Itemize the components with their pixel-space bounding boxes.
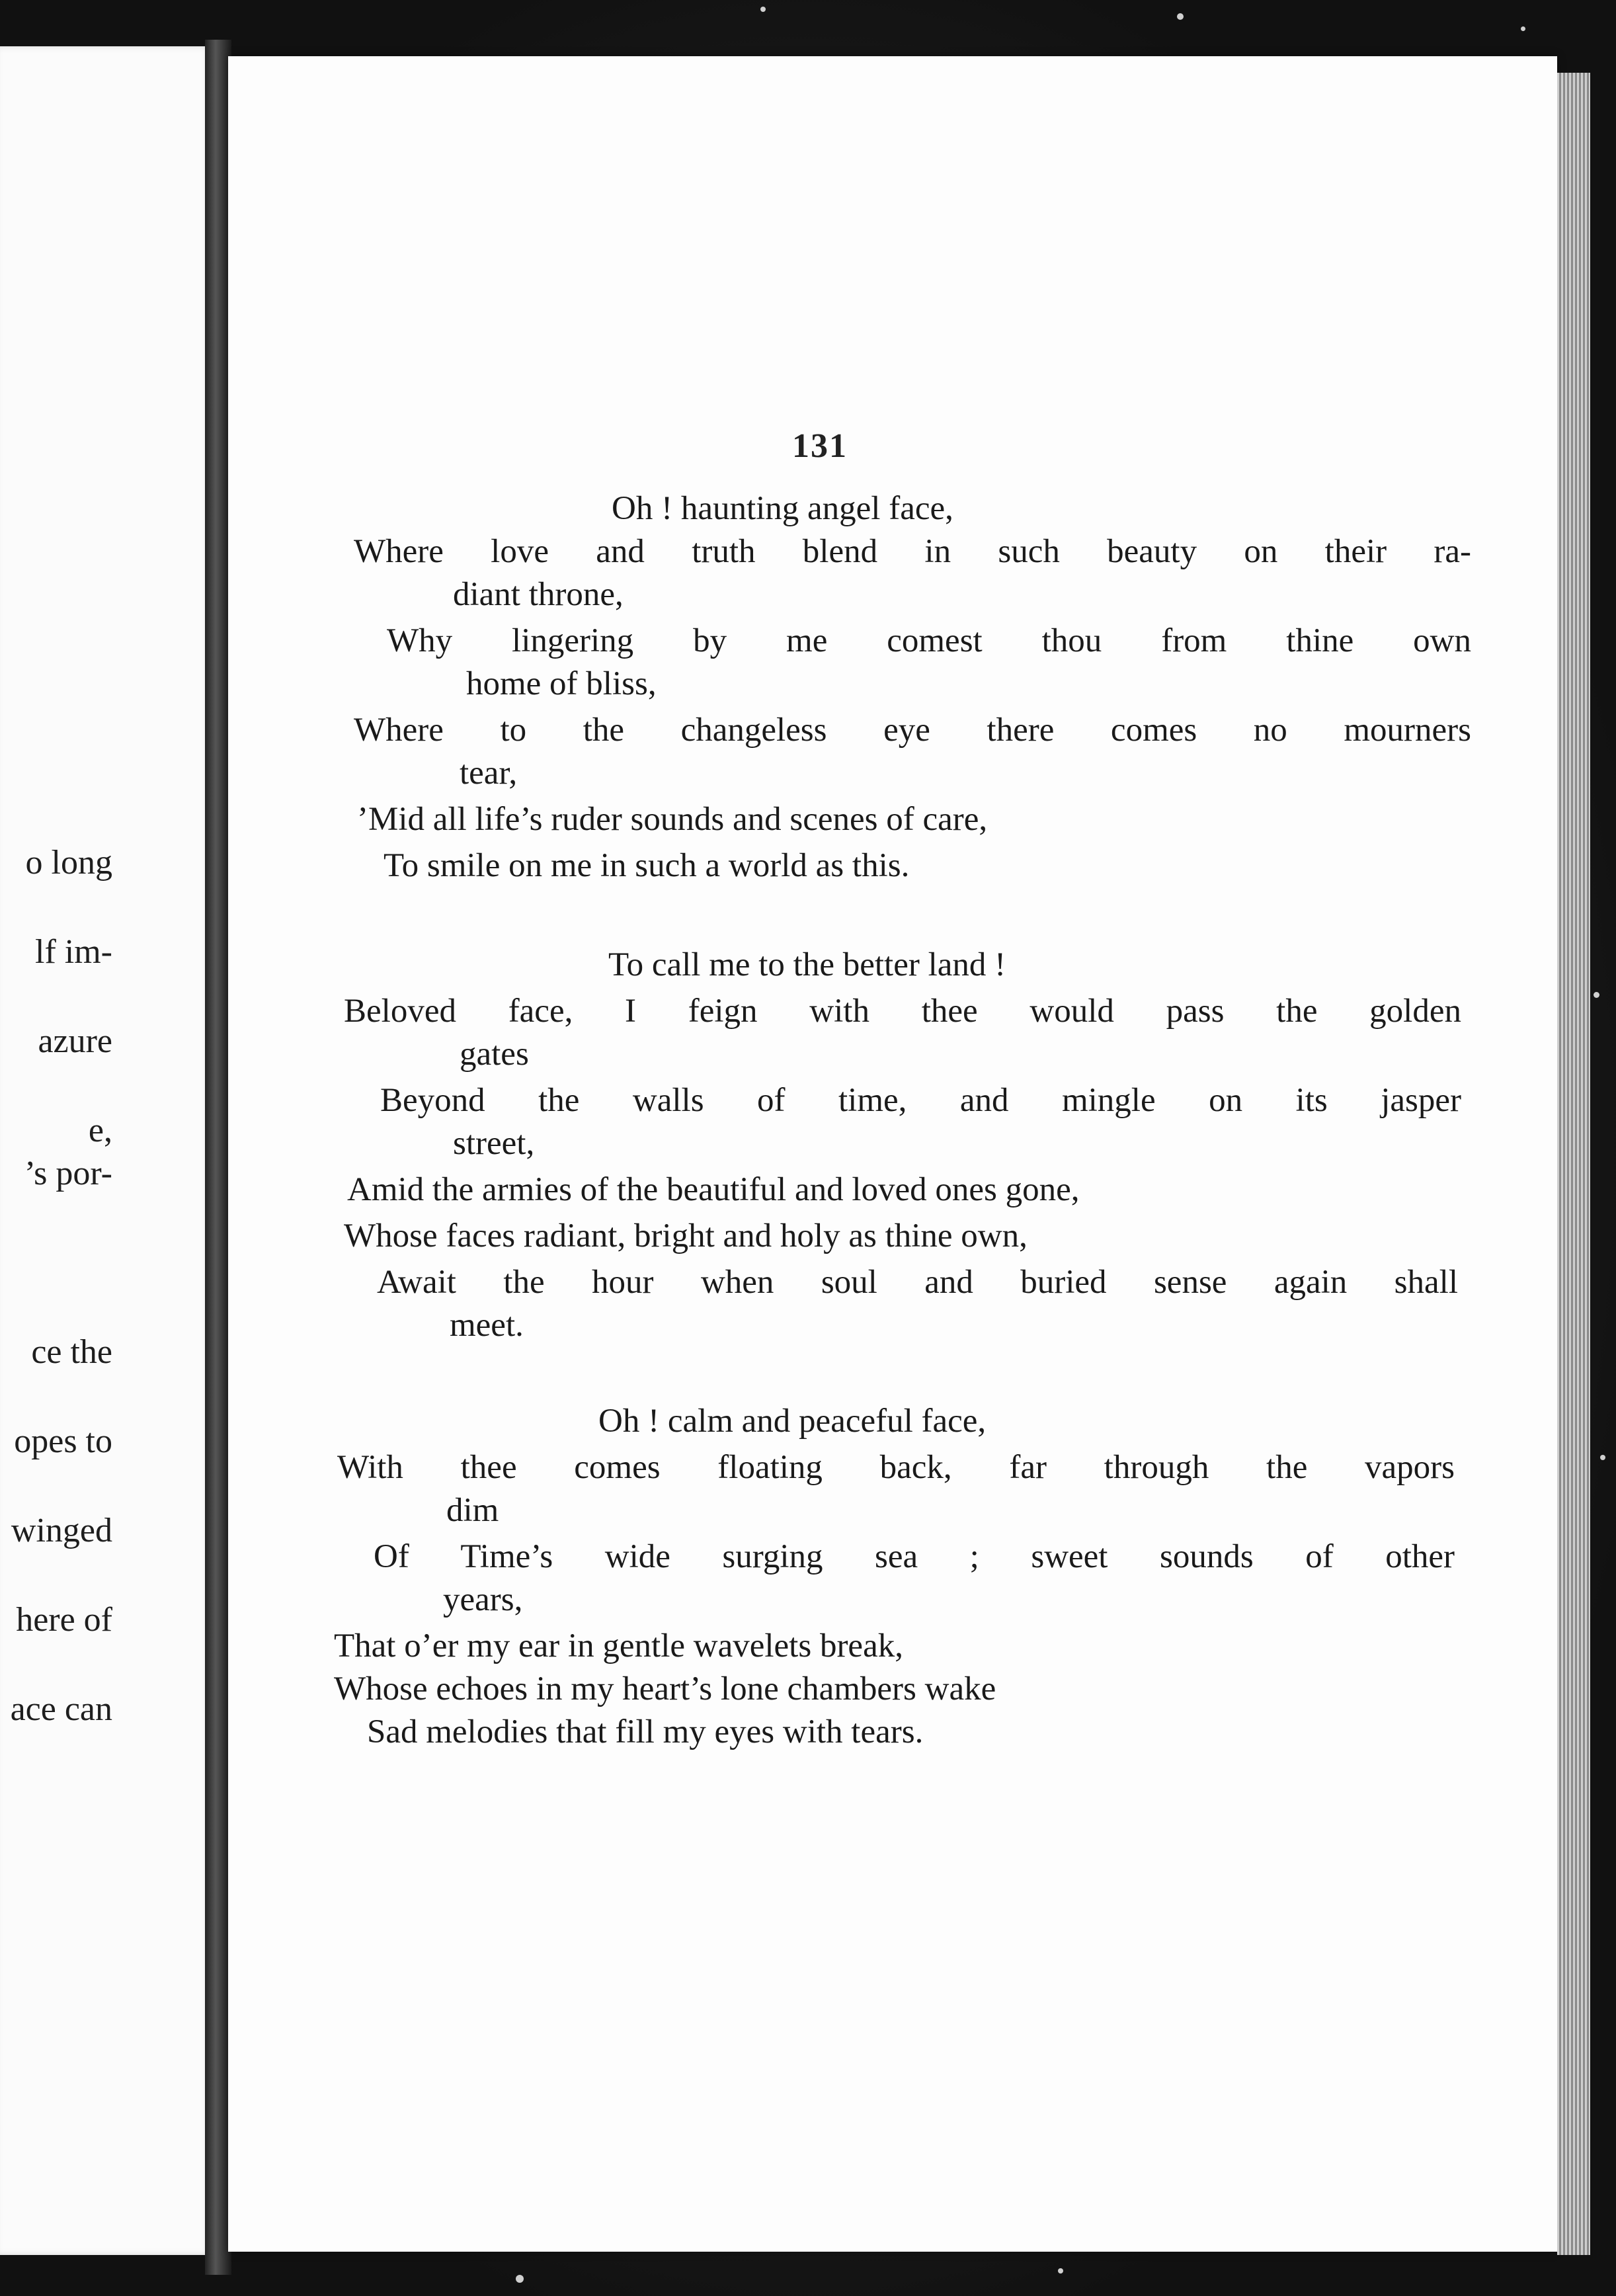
poem-line: home of bliss,	[466, 665, 657, 702]
left-fragment: here of	[16, 1601, 112, 1639]
film-speck	[1058, 2268, 1063, 2274]
film-speck	[1594, 992, 1599, 998]
poem-line: Of Time’s wide surging sea ; sweet sounds of other	[374, 1538, 1455, 1575]
poem-line: Whose faces radiant, bright and holy as thine own,	[344, 1217, 1028, 1254]
poem-line: street,	[453, 1125, 535, 1162]
poem	[228, 56, 1557, 2252]
book-gutter	[205, 40, 231, 2275]
poem-line: Oh ! calm and peaceful face,	[598, 1403, 987, 1440]
poem-line: diant throne,	[453, 576, 624, 613]
left-fragment: e,	[88, 1112, 112, 1149]
film-speck	[516, 2275, 524, 2283]
poem-line: To smile on me in such a world as this.	[384, 847, 910, 884]
poem-line: Where to the changeless eye there comes no mourners	[354, 712, 1471, 749]
page-edges	[1557, 73, 1590, 2255]
poem-line: With thee comes floating back, far through the vapors	[337, 1449, 1455, 1486]
film-speck	[1177, 13, 1184, 20]
poem-line: Amid the armies of the beautiful and loved ones gone,	[347, 1171, 1080, 1208]
left-facing-page	[0, 46, 212, 2255]
poem-line: To call me to the better land !	[608, 946, 1006, 983]
poem-line: That o’er my ear in gentle wavelets break,	[334, 1627, 903, 1664]
left-fragment: ce the	[31, 1333, 112, 1371]
left-fragment: o long	[25, 844, 112, 882]
poem-line: dim	[446, 1492, 499, 1529]
poem-line: Beyond the walls of time, and mingle on its jasper	[380, 1082, 1461, 1119]
left-fragment: opes to	[14, 1422, 112, 1460]
book-page	[228, 56, 1557, 2252]
left-fragment: ’s por-	[24, 1155, 112, 1192]
poem-line: Beloved face, I feign with thee would pass the golden	[344, 993, 1461, 1030]
left-fragment: azure	[38, 1022, 112, 1060]
left-fragment: lf im-	[35, 933, 112, 971]
poem-line: Await the hour when soul and buried sense again shall	[377, 1264, 1458, 1301]
film-speck	[1600, 1455, 1605, 1460]
left-page-fragments	[0, 46, 212, 2255]
poem-line: Where love and truth blend in such beauty on their ra-	[354, 533, 1471, 570]
poem-line: ’Mid all life’s ruder sounds and scenes of care,	[357, 801, 988, 838]
poem-line: Sad melodies that fill my eyes with tears.	[367, 1713, 924, 1750]
left-fragment: ace can	[10, 1690, 112, 1728]
poem-line: years,	[443, 1581, 523, 1618]
poem-line: tear,	[460, 755, 518, 792]
poem-line: meet.	[450, 1307, 524, 1344]
left-fragment: winged	[11, 1512, 112, 1549]
poem-line: Why lingering by me comest thou from thine own	[387, 622, 1471, 659]
poem-line: Whose echoes in my heart’s lone chambers wake	[334, 1670, 996, 1707]
poem-line: gates	[460, 1036, 529, 1073]
film-speck	[1521, 26, 1525, 31]
poem-line: Oh ! haunting angel face,	[612, 490, 953, 527]
film-speck	[760, 7, 766, 12]
page-number: 131	[792, 427, 848, 465]
